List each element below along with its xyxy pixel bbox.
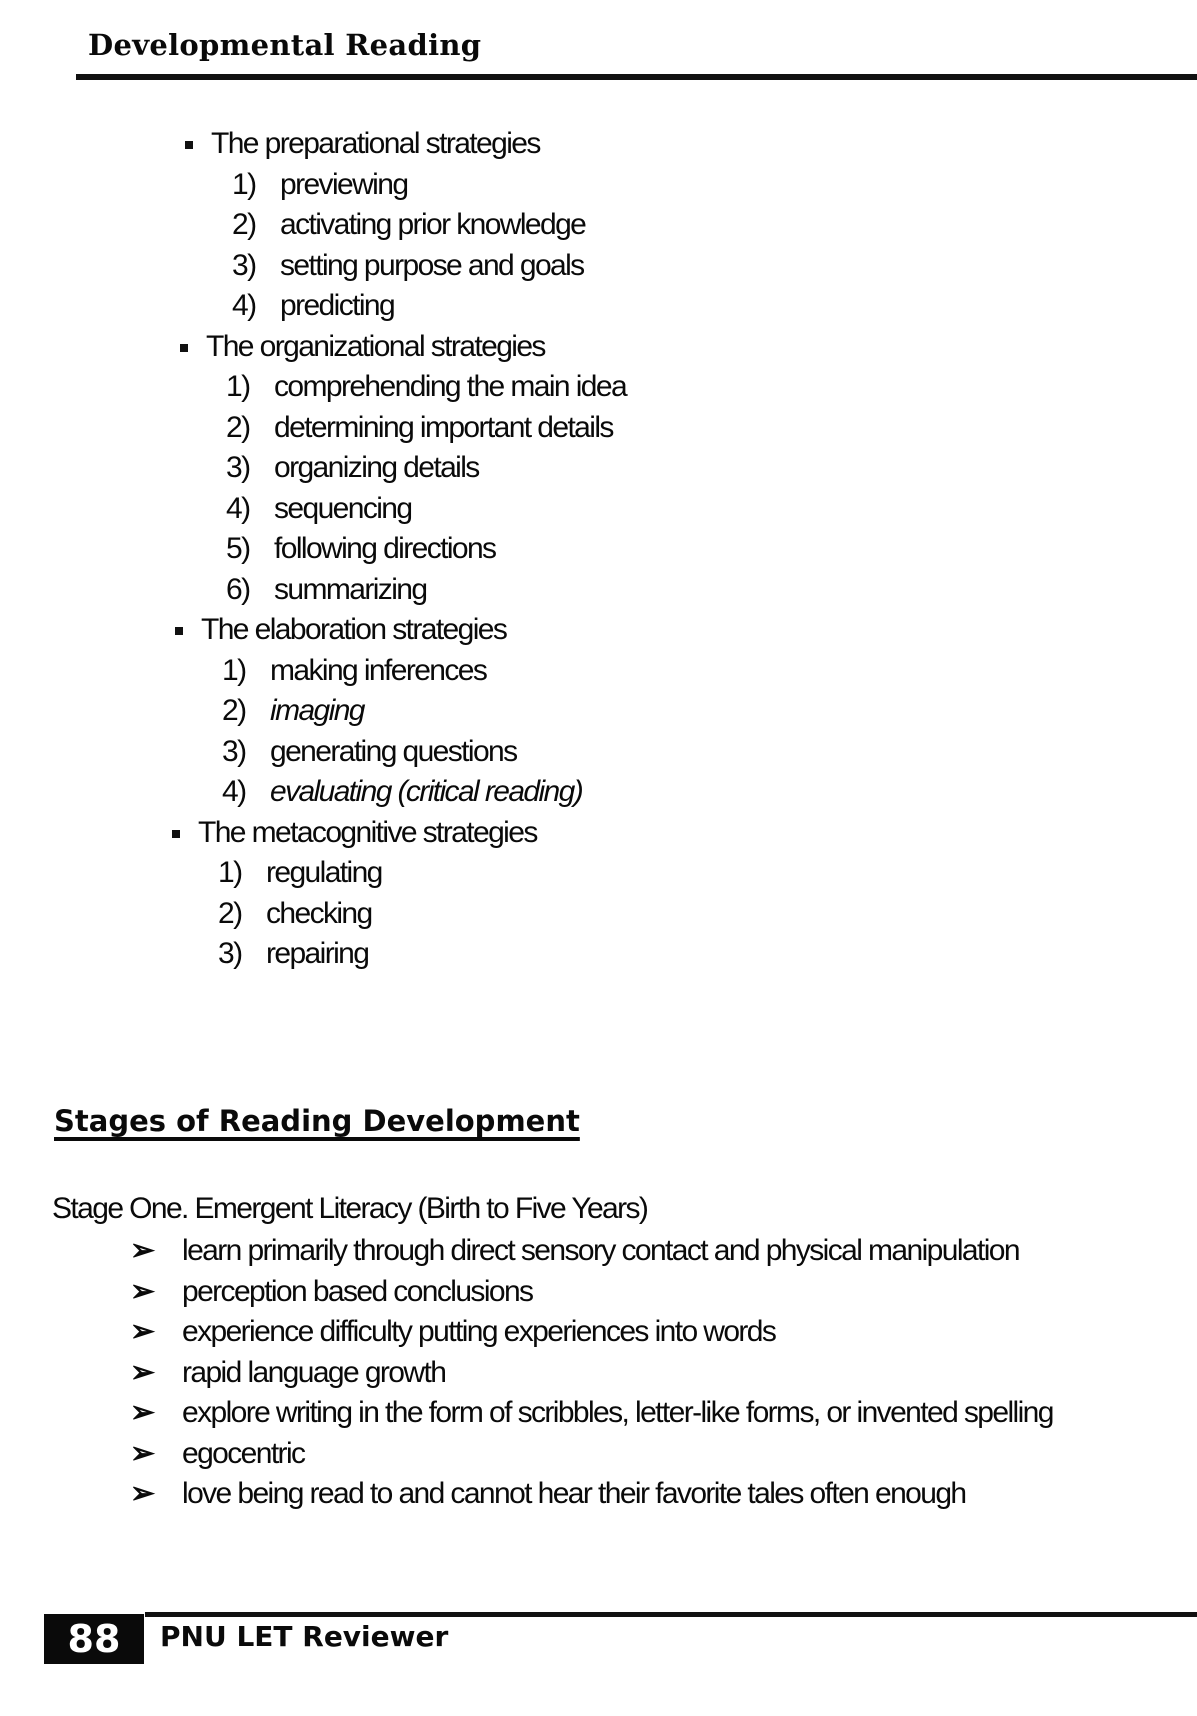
- item-text: comprehending the main idea: [274, 370, 627, 403]
- bullet-icon: [175, 627, 183, 635]
- strategy-group-heading: [172, 811, 537, 855]
- arrow-bullet-icon: ➢: [130, 1274, 154, 1308]
- header-rule: [76, 74, 1197, 80]
- strategy-item: [226, 406, 613, 450]
- strategy-item: [222, 770, 582, 814]
- bullet-icon: [172, 830, 180, 838]
- bullet-icon: [185, 141, 193, 149]
- item-number: 3): [218, 937, 242, 970]
- item-text: imaging: [270, 694, 364, 727]
- stage-point: [130, 1432, 304, 1476]
- strategy-item: [232, 203, 585, 247]
- footer-title: PNU LET Reviewer: [160, 1620, 449, 1653]
- stage-point: [130, 1310, 775, 1354]
- strategy-group-heading: [180, 325, 545, 369]
- item-number: 1): [226, 370, 250, 403]
- item-number: 2): [232, 208, 256, 241]
- stage-point: [130, 1351, 445, 1395]
- item-number: 1): [218, 856, 242, 889]
- item-text: regulating: [266, 856, 382, 889]
- arrow-bullet-icon: ➢: [130, 1477, 154, 1510]
- stage-point-text: rapid language growth: [182, 1355, 446, 1389]
- item-number: 2): [226, 410, 250, 444]
- strategy-item: [218, 932, 368, 976]
- stage-point: [130, 1229, 1019, 1273]
- strategy-group-label: The metacognitive strategies: [198, 815, 537, 849]
- stage-point-text: experience difficulty putting experiences into words: [182, 1315, 776, 1348]
- stage-point: [130, 1391, 1053, 1435]
- stage-point: [130, 1472, 966, 1516]
- arrow-bullet-icon: ➢: [130, 1234, 154, 1267]
- strategy-group-label: The elaboration strategies: [201, 613, 507, 646]
- item-number: 5): [226, 532, 250, 565]
- arrow-bullet-icon: ➢: [130, 1315, 154, 1348]
- strategy-item: [226, 527, 495, 571]
- item-text: making inferences: [270, 653, 487, 687]
- item-text: evaluating (critical reading): [270, 775, 583, 808]
- item-text: sequencing: [274, 491, 412, 525]
- item-text: repairing: [266, 937, 369, 970]
- item-number: 1): [222, 653, 246, 687]
- strategy-item: [232, 163, 407, 207]
- item-text: activating prior knowledge: [280, 208, 586, 241]
- item-text: summarizing: [274, 572, 427, 606]
- strategy-group-heading: [175, 608, 506, 652]
- stage-point-text: learn primarily through direct sensory contact and physical manipulation: [182, 1234, 1019, 1267]
- strategy-item: [222, 730, 517, 774]
- strategy-item: [222, 689, 364, 733]
- item-text: organizing details: [274, 451, 479, 484]
- stage-heading: Stage One. Emergent Literacy (Birth to Five Years): [52, 1192, 648, 1225]
- item-number: 2): [222, 694, 246, 727]
- arrow-bullet-icon: ➢: [130, 1436, 154, 1470]
- strategy-item: [218, 892, 372, 936]
- item-text: previewing: [280, 167, 408, 201]
- running-header-title: Developmental Reading: [88, 28, 482, 62]
- stage-point-text: egocentric: [182, 1436, 305, 1470]
- footer-rule: [145, 1612, 1197, 1617]
- item-number: 2): [218, 896, 242, 930]
- strategy-item: [222, 649, 486, 693]
- item-number: 4): [222, 775, 246, 808]
- arrow-bullet-icon: ➢: [130, 1396, 154, 1429]
- item-number: 1): [232, 167, 256, 201]
- strategy-item: [226, 446, 479, 490]
- strategy-item: [232, 284, 394, 328]
- section-title: Stages of Reading Development: [54, 1104, 580, 1138]
- item-text: determining important details: [274, 410, 613, 444]
- item-text: generating questions: [270, 734, 517, 768]
- page-number: 88: [44, 1614, 144, 1664]
- strategy-item: [218, 851, 382, 895]
- item-text: checking: [266, 896, 372, 930]
- item-number: 6): [226, 572, 250, 606]
- item-number: 3): [222, 734, 246, 768]
- stage-point-text: explore writing in the form of scribbles, letter-like forms, or invented spelling: [182, 1396, 1053, 1429]
- item-text: setting purpose and goals: [280, 248, 584, 282]
- stage-point: [130, 1270, 532, 1314]
- strategy-group-label: The preparational strategies: [211, 127, 540, 160]
- strategy-group-label: The organizational strategies: [206, 329, 545, 363]
- strategy-item: [232, 244, 584, 288]
- item-number: 3): [226, 451, 250, 484]
- strategy-item: [226, 568, 426, 612]
- stage-point-text: love being read to and cannot hear their favorite tales often enough: [182, 1477, 966, 1510]
- item-number: 3): [232, 248, 256, 282]
- item-text: following directions: [274, 532, 496, 565]
- strategy-item: [226, 365, 626, 409]
- stage-point-text: perception based conclusions: [182, 1274, 533, 1308]
- item-text: predicting: [280, 289, 395, 322]
- bullet-icon: [180, 344, 188, 352]
- strategy-group-heading: [185, 122, 540, 166]
- arrow-bullet-icon: ➢: [130, 1355, 154, 1389]
- item-number: 4): [226, 491, 250, 525]
- strategy-item: [226, 487, 411, 531]
- item-number: 4): [232, 289, 256, 322]
